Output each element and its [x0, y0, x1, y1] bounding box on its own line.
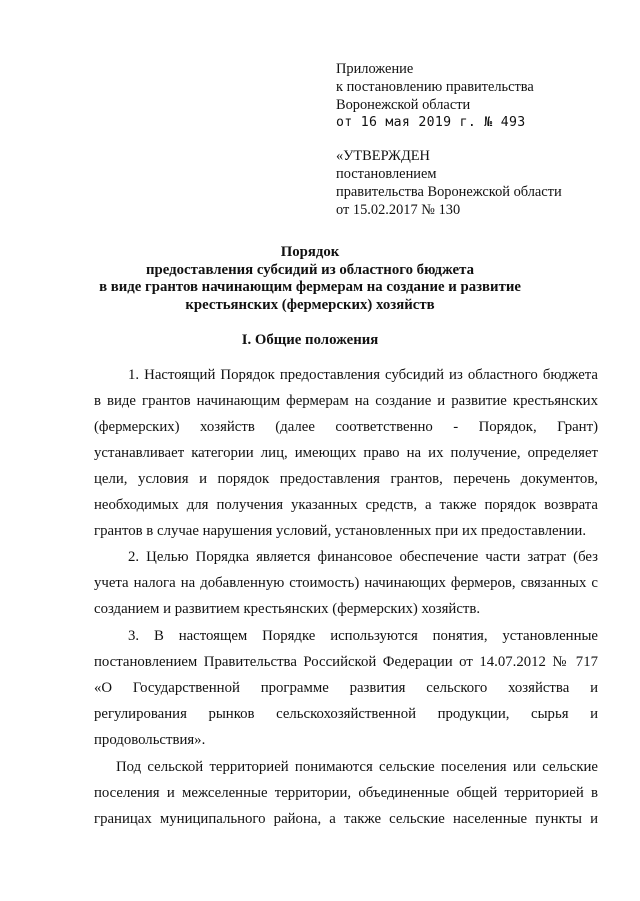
- title-line-3: в виде грантов начинающим фермерам на создание и развитие: [99, 279, 521, 295]
- paragraph-1-line: (фермерских) хозяйств (далее соответственно - Порядок, Грант): [94, 419, 598, 435]
- paragraph-1-line: цели, условия и порядок предоставления грантов, перечень документов,: [94, 471, 598, 487]
- appendix-ref-line: к постановлению правительства: [336, 79, 534, 95]
- approved-by-line: постановлением: [336, 166, 437, 182]
- paragraph-1-line: необходимых для получения указанных средств, а также порядок возврата: [94, 497, 598, 513]
- title-line-1: Порядок: [280, 244, 340, 260]
- appendix-label: Приложение: [336, 61, 414, 77]
- approved-label: «УТВЕРЖДЕН: [336, 148, 430, 164]
- title-line-2: предоставления субсидий из областного бюджета: [146, 261, 474, 278]
- title-line-4: крестьянских (фермерских) хозяйств: [185, 296, 435, 313]
- paragraph-3-line: 3. В настоящем Порядке используются понятия, установленные: [128, 628, 598, 644]
- paragraph-2-line: учета налога на добавленную стоимость) начинающих фермеров, связанных с: [94, 575, 598, 591]
- paragraph-1-line: грантов в случае нарушения условий, установленных при их предоставлении.: [94, 523, 587, 539]
- appendix-region-line: Воронежской области: [336, 97, 471, 113]
- paragraph-4-line: границах муниципального района, а также сельские населенные пункты и: [94, 811, 598, 827]
- paragraph-3-line: регулирования рынков сельскохозяйственной продукции, сырья и: [94, 706, 598, 722]
- paragraph-1-line: 1. Настоящий Порядок предоставления субсидий из областного бюджета: [128, 367, 598, 383]
- paragraph-4-line: Под сельской территорией понимаются сельские поселения или сельские: [116, 759, 598, 775]
- document-title: [80, 244, 540, 314]
- paragraph-3-line: продовольствия».: [94, 732, 206, 748]
- appendix-date-number: от 16 мая 2019 г. № 493: [336, 115, 526, 130]
- paragraph-4-line: поселения и межселенные территории, объединенные общей территорией в: [94, 785, 598, 801]
- paragraph-2-line: созданием и развитием крестьянских (фермерских) хозяйств.: [94, 601, 481, 617]
- approved-government-line: правительства Воронежской области: [336, 184, 562, 200]
- appendix-header: [336, 60, 616, 132]
- paragraph-2-line: 2. Целью Порядка является финансовое обеспечение части затрат (без: [128, 549, 598, 565]
- section-heading: I. Общие положения: [241, 332, 379, 348]
- approved-date-number: от 15.02.2017 № 130: [336, 202, 461, 218]
- paragraph-3-line: постановлением Правительства Российской Федерации от 14.07.2012 № 717: [94, 654, 598, 670]
- paragraph-1-line: в виде грантов начинающим фермерам на создание и развитие крестьянских: [94, 393, 598, 409]
- approval-stamp-text: [336, 147, 626, 219]
- paragraph-1-line: устанавливает категории лиц, имеющих право на их получение, определяет: [94, 445, 598, 461]
- paragraph-3-line: «О Государственной программе развития сельского хозяйства и: [94, 680, 598, 696]
